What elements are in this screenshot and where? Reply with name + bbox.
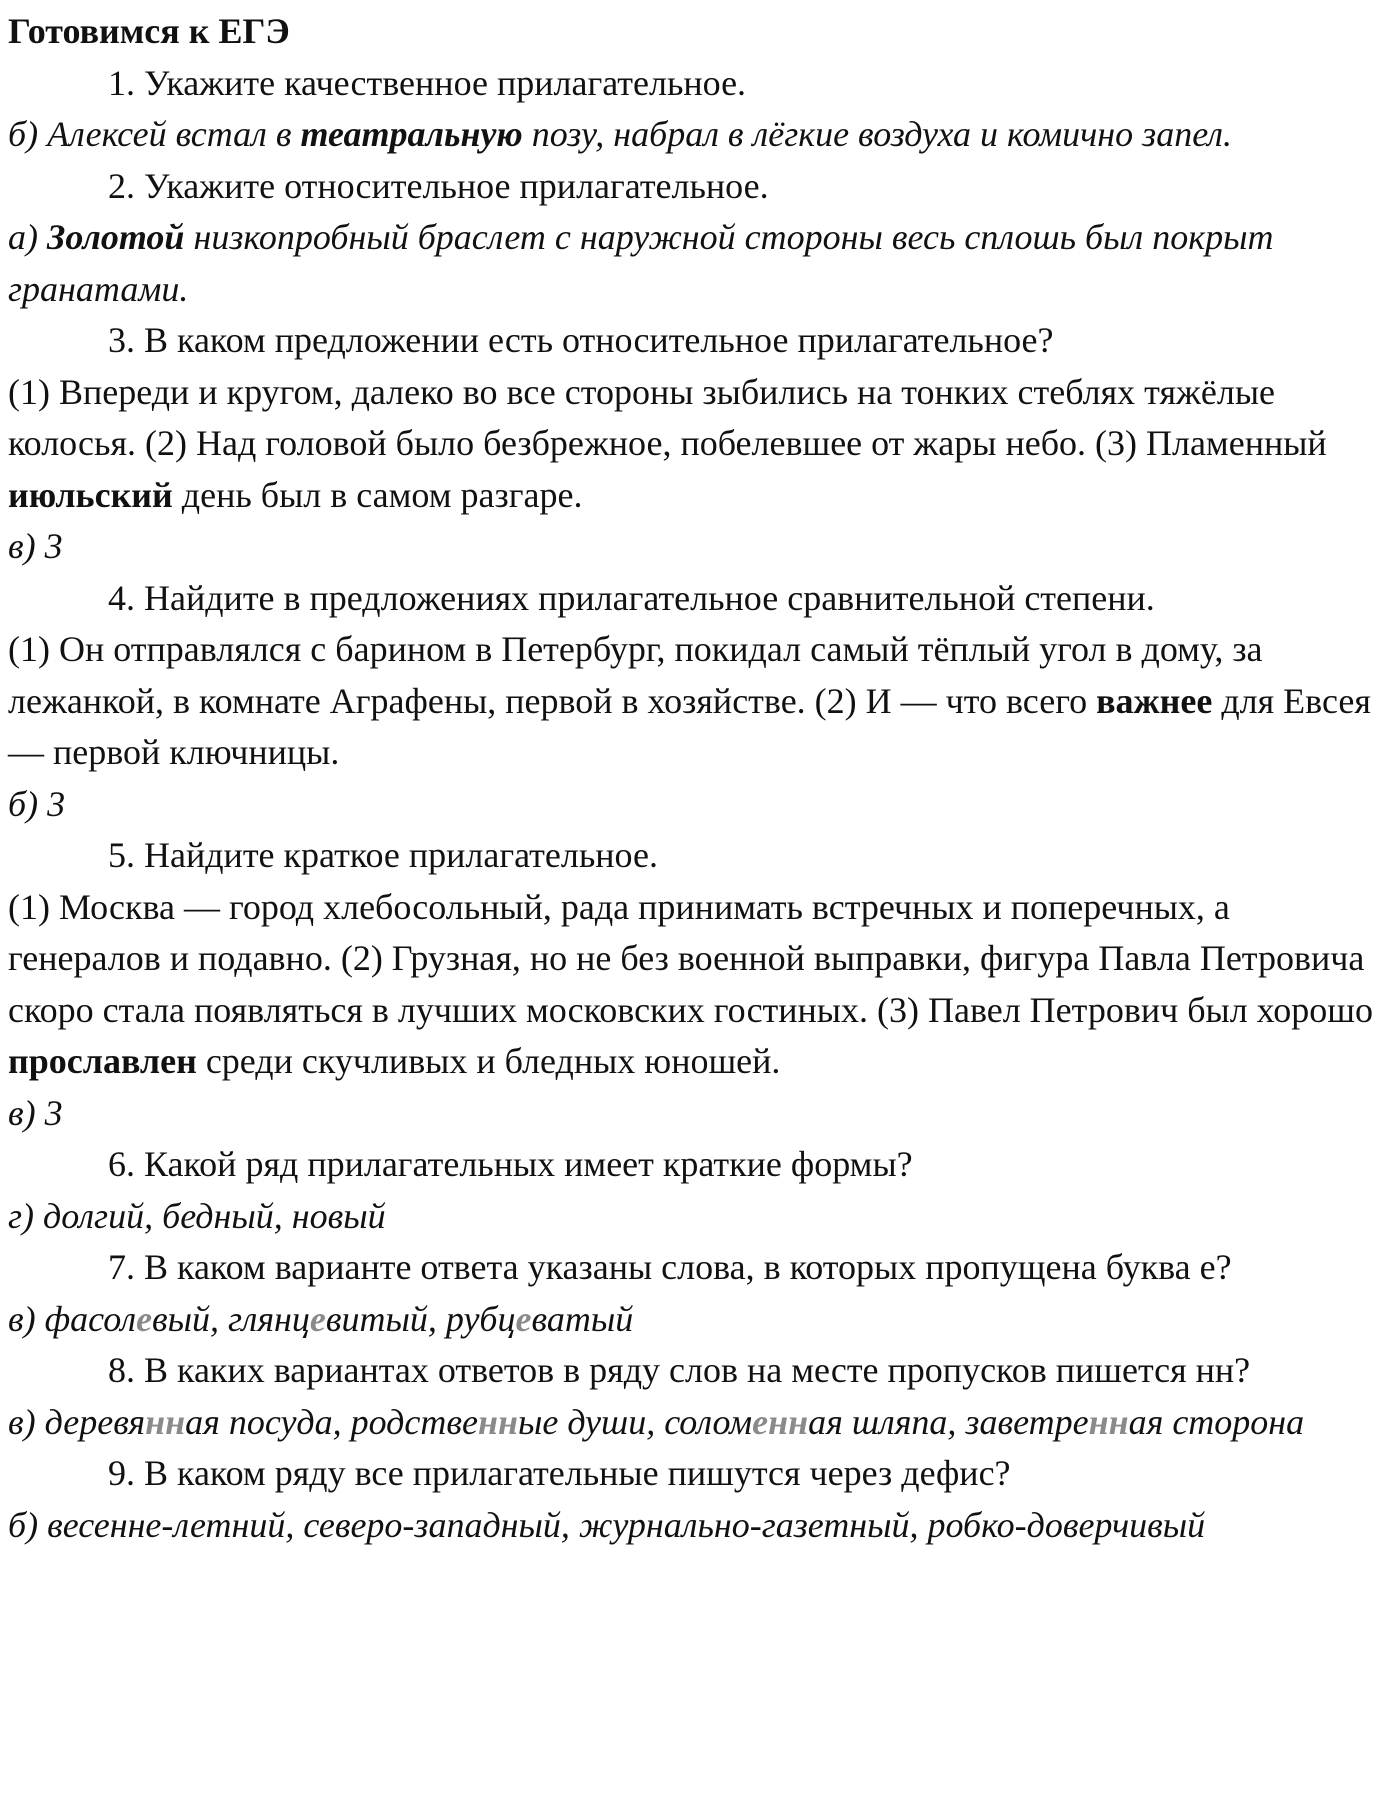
- highlighted-letters: е: [136, 1298, 153, 1339]
- text-run: в) 3: [8, 1092, 63, 1133]
- text-run: ая сторона: [1128, 1401, 1305, 1442]
- question-list: [8, 58, 1390, 1552]
- page-title: Готовимся к ЕГЭ: [8, 11, 290, 51]
- question-9: 9. В каком ряду все прилагательные пишутся через дефис?: [108, 1453, 1011, 1493]
- answer-5: [8, 1088, 1390, 1140]
- question-4: 4. Найдите в предложениях прилагательное сравнительной степени.: [108, 577, 1155, 618]
- text-run: день был в самом разгаре.: [172, 474, 583, 515]
- question-8: 8. В каких вариантах ответов в ряду слов на месте пропусков пишется нн?: [108, 1350, 1251, 1390]
- question-3: 3. В каком предложении есть относительное прилагательное?: [108, 320, 1054, 360]
- bold-word: прославлен: [8, 1041, 197, 1081]
- text-run: низкопробный браслет с наружной стороны весь сплошь был покрыт гранатами.: [8, 217, 1274, 309]
- bold-word: июльский: [8, 474, 173, 515]
- bold-word: театральную: [300, 114, 523, 154]
- text-run: (1) Москва — город хлебосольный, рада принимать встречных и поперечных, а генералов и подавно. (2) Грузная, но не без военной выправки, фигура Павла Петровича скоро стала появляться в лучших московских гостиных. (3) Павел Петрович был хорошо: [8, 886, 1374, 1030]
- text-run: ватый: [531, 1298, 634, 1339]
- question-1: 1. Укажите качественное прилагательное.: [108, 62, 747, 103]
- text-run: б) весенне-летний, северо-западный, журнально-газетный, робко-доверчивый: [8, 1504, 1206, 1545]
- question-4-text: [8, 624, 1390, 779]
- text-run: г) долгий, бедный, новый: [8, 1195, 386, 1236]
- text-run: ая шляпа, заветре: [808, 1401, 1089, 1442]
- highlighted-letters: е: [309, 1298, 326, 1339]
- text-run: (1) Впереди и кругом, далеко во все стороны зыбились на тонких стеблях тяжёлые колосья. (2) Над головой было безбрежное, побелевшее от жары небо. (3) Пламенный: [8, 371, 1327, 463]
- answer-4: [8, 779, 1390, 831]
- question-5: 5. Найдите краткое прилагательное.: [108, 835, 658, 875]
- answer-9: [8, 1500, 1390, 1552]
- text-run: б) 3: [8, 783, 66, 824]
- answer-7: [8, 1294, 1390, 1346]
- answer-2: [8, 212, 1390, 315]
- answer-6: [8, 1191, 1390, 1243]
- answer-3: [8, 521, 1390, 573]
- text-run: витый, рубц: [325, 1298, 516, 1339]
- text-run: среди скучливых и бледных юношей.: [196, 1041, 781, 1081]
- question-3-text: [8, 367, 1390, 522]
- text-run: позу, набрал в лёгкие воздуха и комично запел.: [522, 114, 1232, 154]
- highlighted-letters: е: [515, 1298, 532, 1339]
- highlighted-letters: нн: [145, 1401, 186, 1442]
- bold-word: важнее: [1096, 680, 1213, 721]
- text-run: для Евсея — первой ключницы.: [8, 680, 1371, 772]
- bold-word: Золотой: [47, 217, 185, 257]
- text-run: б) Алексей встал в: [8, 114, 301, 154]
- text-run: в) деревя: [8, 1401, 146, 1442]
- text-run: ые души, солом: [517, 1401, 753, 1442]
- highlighted-letters: нн: [477, 1401, 518, 1442]
- question-6: 6. Какой ряд прилагательных имеет краткие формы?: [108, 1144, 913, 1184]
- question-2: 2. Укажите относительное прилагательное.: [108, 165, 769, 206]
- question-7: 7. В каком варианте ответа указаны слова, в которых пропущена буква е?: [108, 1247, 1232, 1287]
- highlighted-letters: енн: [752, 1401, 809, 1442]
- answer-1: [8, 109, 1390, 161]
- text-run: а): [8, 217, 47, 257]
- text-run: в) 3: [8, 526, 63, 566]
- text-run: вый, глянц: [152, 1298, 310, 1339]
- text-run: в) фасол: [8, 1298, 137, 1339]
- text-run: (1) Он отправлялся с барином в Петербург, покидал самый тёплый угол в дому, за лежанкой, в комнате Аграфены, первой в хозяйстве. (2) И — что всего: [8, 629, 1263, 721]
- text-run: ая посуда, родстве: [185, 1401, 478, 1442]
- highlighted-letters: нн: [1088, 1401, 1129, 1442]
- question-5-text: [8, 882, 1390, 1088]
- answer-8: [8, 1397, 1390, 1449]
